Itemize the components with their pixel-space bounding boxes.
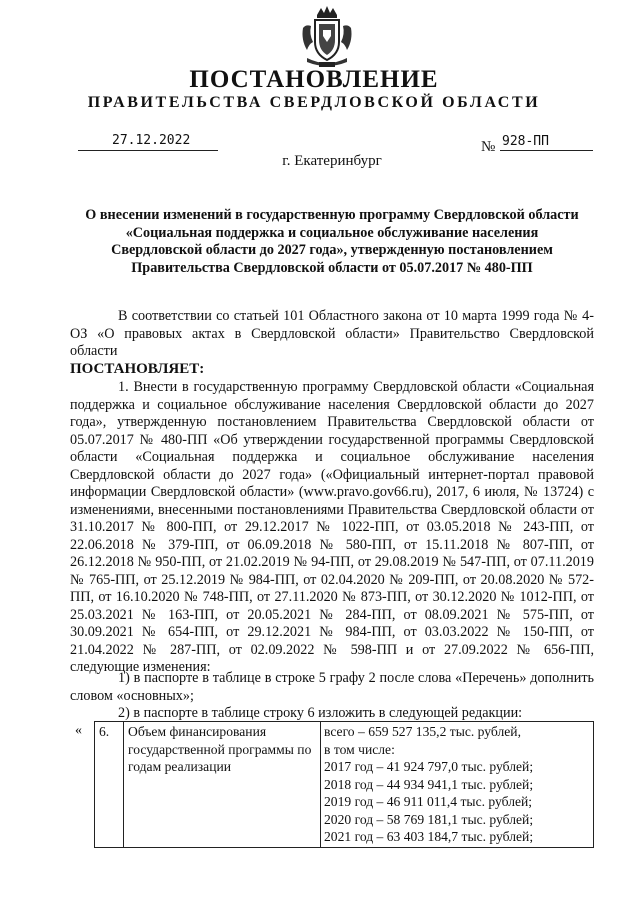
heading-line: О внесении изменений в государственную программу Свердловской области bbox=[85, 207, 579, 223]
row-label-cell: Объем финансирования государственной программы по годам реализации bbox=[124, 722, 321, 848]
subpoint-2-paragraph: 2) в паспорте в таблице строку 6 изложить в следующей редакции: bbox=[118, 705, 523, 721]
document-heading bbox=[70, 207, 594, 277]
point-1-paragraph: 1. Внести в государственную программу Свердловской области «Социальная поддержка и социальное обслуживание населения Свердловской области до 2027 года», утвержденную постановлением Правительства Свердловской области от 05.07.2017 № 480-ПП «Об утверждении государственной программы Свердловской области «Социальная поддержка и социальное обслуживание населения Свердловской области до 2027 года» («Официальный интернет-портал правовой информации Свердловской области» (www.pravo.gov66.ru), 2017, 6 июля, № 13724) с изменениями, внесенными постановлениями Правительства Свердловской области от 31.10.2017 № 800-ПП, от 29.12.2017 № 1022-ПП, от 03.05.2018 № 243-ПП, от 22.06.2018 № 379-ПП, от 06.09.2018 № 580-ПП, от 15.11.2018 № 807-ПП, от 26.12.2018 № 950-ПП, от 21.02.2019 № 94-ПП, от 29.08.2019 № 547-ПП, от 07.11.2019 № 765-ПП, от 25.12.2019 № 984-ПП, от 02.04.2020 № 209-ПП, от 20.08.2020 № 572-ПП, от 16.10.2020 № 748-ПП, от 27.11.2020 № 873-ПП, от 30.12.2020 № 1012-ПП, от 25.03.2021 № 163-ПП, от 20.05.2021 № 284-ПП, от 08.09.2021 № 575-ПП, от 30.09.2021 № 654-ПП, от 29.12.2021 № 984-ПП, от 03.03.2022 № 150-ПП, от 21.04.2022 № 287-ПП, от 02.09.2022 № 598-ПП и от 27.09.2022 № 656-ПП, следующие изменения: bbox=[70, 379, 594, 675]
financing-table bbox=[94, 721, 594, 848]
number-sign: № bbox=[481, 139, 496, 155]
decree-word: ПОСТАНОВЛЯЕТ: bbox=[70, 361, 205, 377]
value-line: 2018 год – 44 934 941,1 тыс. рублей; bbox=[324, 776, 534, 792]
value-line: всего – 659 527 135,2 тыс. рублей, bbox=[324, 724, 521, 739]
document-date: 27.12.2022 bbox=[112, 133, 191, 148]
value-line: в том числе: bbox=[324, 741, 395, 757]
document-title: ПОСТАНОВЛЕНИЕ bbox=[189, 66, 439, 93]
heading-line: Правительства Свердловской области от 05.07.2017 № 480-ПП bbox=[131, 259, 533, 276]
row-number-cell: 6. bbox=[95, 722, 124, 848]
heading-line: Свердловской области до 2027 года», утвержденную постановлением bbox=[111, 242, 553, 259]
document-city: г. Екатеринбург bbox=[282, 153, 382, 169]
table-row bbox=[95, 722, 594, 848]
coat-of-arms-emblem bbox=[297, 6, 357, 68]
open-quote: « bbox=[75, 723, 82, 738]
document-subtitle: ПРАВИТЕЛЬСТВА СВЕРДЛОВСКОЙ ОБЛАСТИ bbox=[87, 94, 541, 111]
value-line: 2017 год – 41 924 797,0 тыс. рублей; bbox=[324, 759, 534, 774]
value-line: 2020 год – 58 769 181,1 тыс. рублей; bbox=[324, 811, 534, 827]
heading-line: «Социальная поддержка и социальное обслуживание населения bbox=[125, 224, 539, 241]
preamble-paragraph: В соответствии со статьей 101 Областного закона от 10 марта 1999 года № 4-ОЗ «О правовых актах в Свердловской области» Правительство Свердловской области bbox=[70, 308, 594, 359]
row-value-cell bbox=[321, 722, 594, 848]
date-underline bbox=[78, 150, 218, 151]
subpoint-1-paragraph: 1) в паспорте в таблице в строке 5 графу 2 после слова «Перечень» дополнить словом «основных»; bbox=[70, 670, 594, 704]
value-line: 2021 год – 63 403 184,7 тыс. рублей; bbox=[324, 829, 534, 844]
value-line: 2019 год – 46 911 011,4 тыс. рублей; bbox=[324, 794, 533, 809]
number-underline bbox=[500, 150, 593, 151]
document-number: 928-ПП bbox=[502, 134, 549, 149]
